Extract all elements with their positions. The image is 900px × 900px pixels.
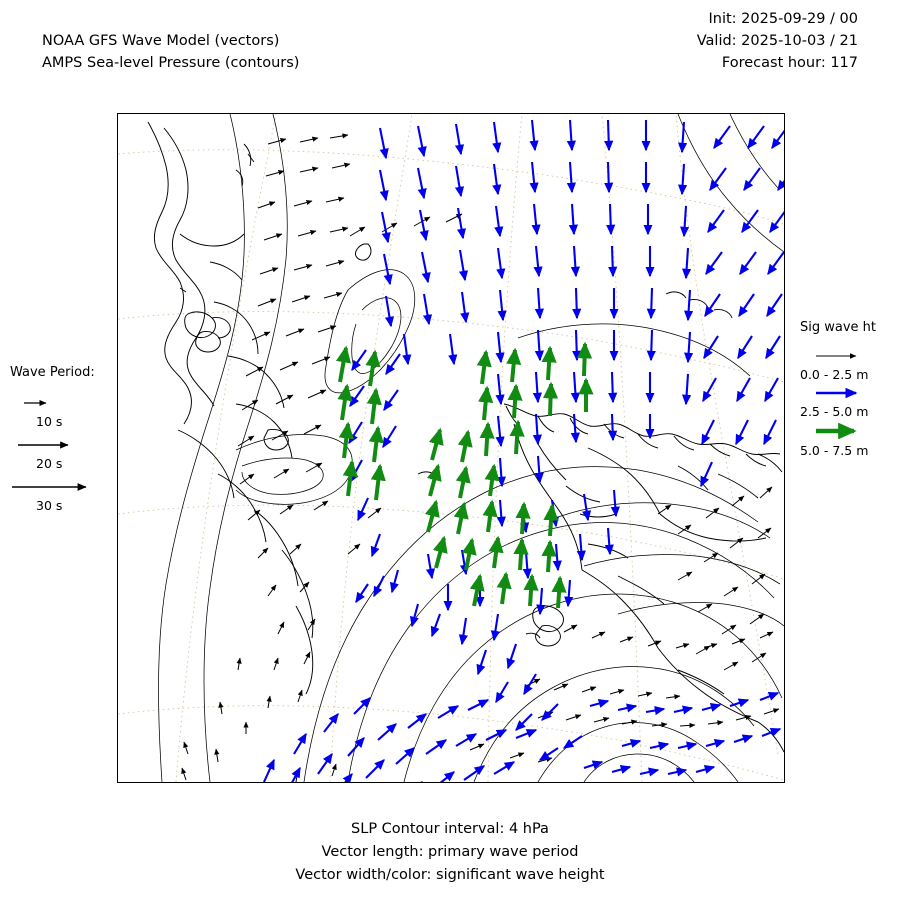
run-info-block [697, 8, 858, 74]
map-panel [117, 113, 785, 783]
wave-vectors-black [182, 135, 779, 782]
period-legend-label-10s: 10 s [36, 414, 63, 429]
sig-wave-height-legend [800, 320, 900, 462]
wave-period-legend-title: Wave Period: [10, 365, 95, 380]
period-legend-item-20s [10, 438, 112, 471]
height-legend-label-5-7_5: 5.0 - 7.5 m [800, 443, 869, 458]
height-legend-item-2_5-5 [800, 386, 900, 419]
period-legend-label-20s: 20 s [36, 456, 63, 471]
figure-caption [0, 818, 900, 887]
caption-line-3: Vector width/color: significant wave height [295, 867, 605, 883]
period-legend-item-30s [10, 480, 112, 513]
height-legend-item-5-7_5 [800, 423, 900, 458]
figure-title-block [42, 30, 299, 74]
period-arrow-10s-icon [10, 396, 110, 410]
height-arrow-green-icon [800, 423, 892, 439]
title-line-2: AMPS Sea-level Pressure (contours) [42, 55, 300, 71]
valid-time: Valid: 2025-10-03 / 21 [696, 33, 858, 49]
wave-period-legend [10, 365, 112, 522]
period-arrow-30s-icon [10, 480, 110, 494]
period-arrow-20s-icon [10, 438, 110, 452]
forecast-hour: Forecast hour: 117 [721, 55, 858, 71]
height-legend-label-2_5-5: 2.5 - 5.0 m [800, 404, 869, 419]
title-line-1: NOAA GFS Wave Model (vectors) [42, 33, 280, 49]
caption-line-1: SLP Contour interval: 4 hPa [351, 821, 549, 837]
height-legend-item-0-2_5 [800, 349, 900, 382]
caption-line-2: Vector length: primary wave period [321, 844, 579, 860]
period-legend-item-10s [10, 396, 112, 429]
height-arrow-black-icon [800, 349, 892, 363]
height-arrow-blue-icon [800, 386, 892, 400]
graticule [118, 114, 784, 782]
height-legend-label-0-2_5: 0.0 - 2.5 m [800, 367, 869, 382]
map-canvas [118, 114, 784, 782]
sig-wave-height-legend-title: Sig wave ht [800, 320, 877, 335]
init-time: Init: 2025-09-29 / 00 [708, 11, 858, 27]
period-legend-label-30s: 30 s [36, 498, 63, 513]
